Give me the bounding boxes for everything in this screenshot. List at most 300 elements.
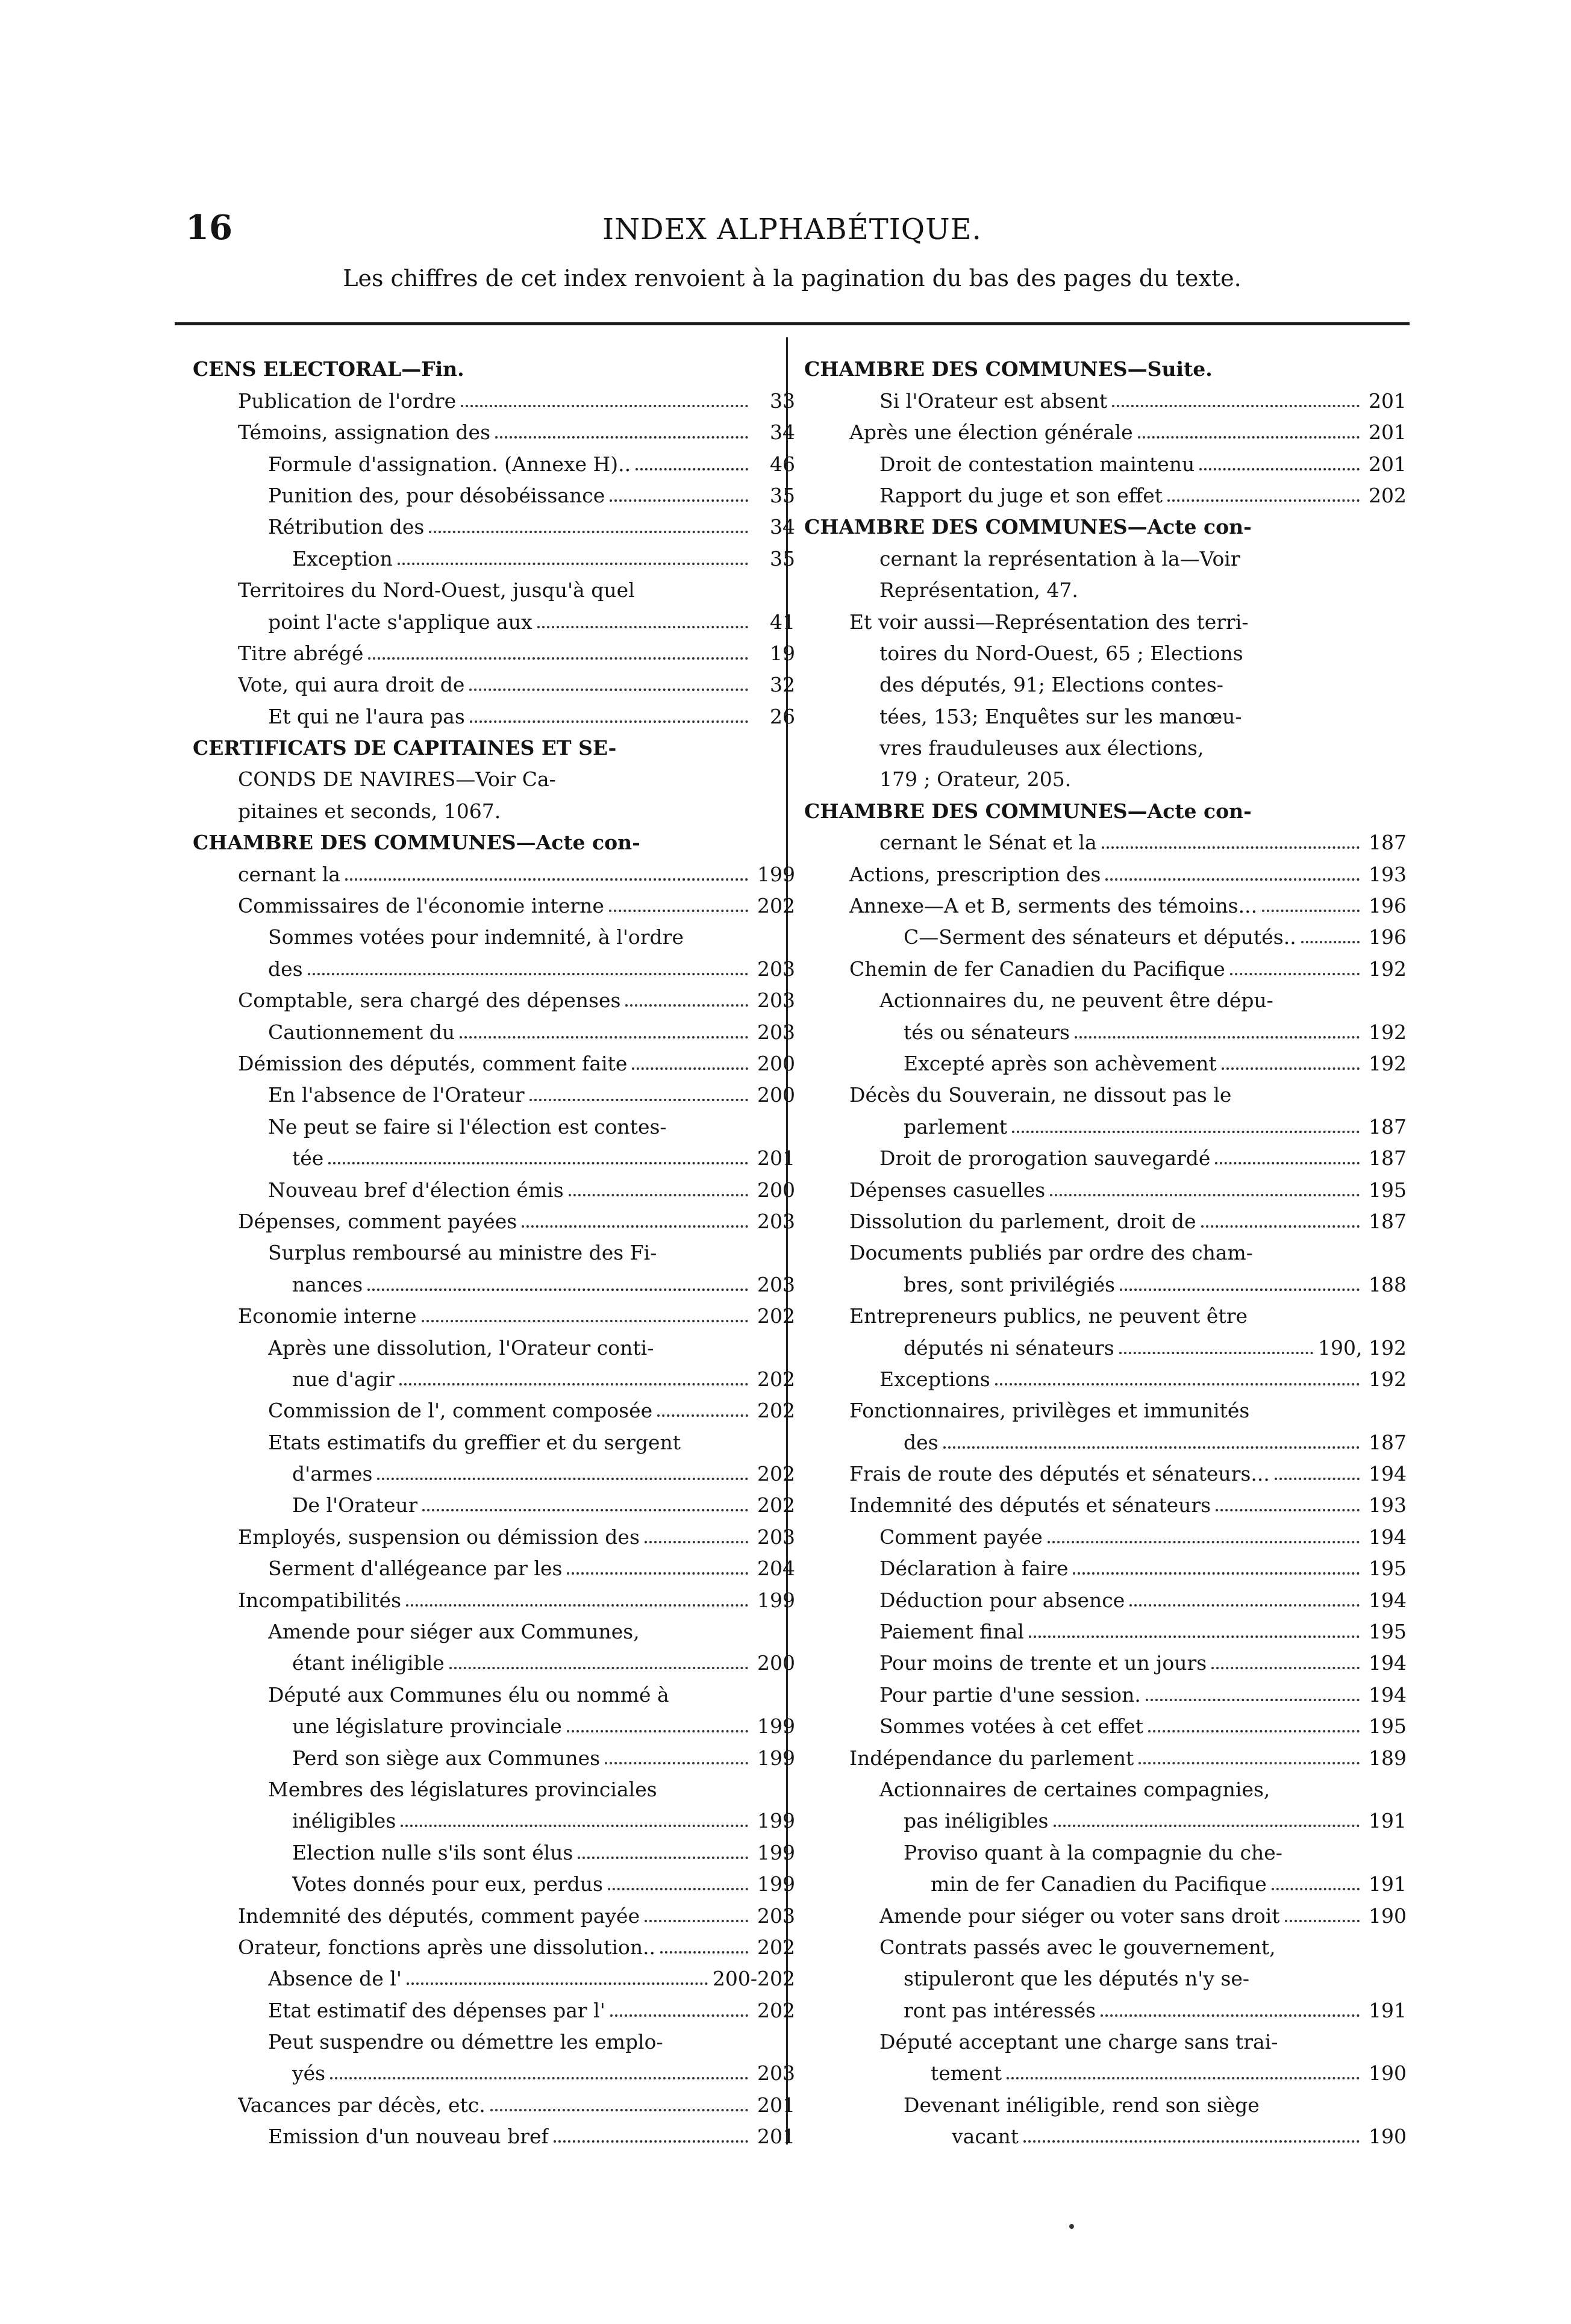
index-entry-text: Entrepreneurs publics, ne peuvent être bbox=[849, 1304, 1248, 1328]
dot-leader bbox=[367, 1289, 748, 1291]
index-entry bbox=[193, 1928, 795, 1959]
page-header bbox=[175, 208, 1410, 256]
index-entry-text: Député aux Communes élu ou nommé à bbox=[268, 1682, 669, 1707]
index-entry bbox=[193, 1580, 795, 1611]
index-entry-text: Pour moins de trente et un jours bbox=[879, 1651, 1207, 1675]
dot-leader bbox=[1101, 2014, 1360, 2017]
index-entry bbox=[193, 1296, 795, 1328]
index-entry-page: 46 bbox=[770, 452, 795, 476]
index-entry bbox=[804, 1896, 1407, 1927]
index-entry-text: Punition des, pour désobéissance bbox=[268, 483, 605, 507]
index-entry-page: 203 bbox=[757, 1904, 795, 1928]
dot-leader bbox=[399, 1383, 748, 1385]
index-entry bbox=[804, 1549, 1407, 1580]
index-entry-text: Nouveau bref d'élection émis bbox=[268, 1178, 564, 1202]
index-entry-text: inéligibles bbox=[292, 1809, 396, 1833]
index-entry-page: 202 bbox=[757, 1367, 795, 1391]
dot-leader bbox=[554, 2140, 748, 2143]
right-index-column bbox=[804, 349, 1407, 2148]
index-entry-page: 201 bbox=[757, 2125, 795, 2149]
index-entry-text: Election nulle s'ils sont élus bbox=[292, 1840, 573, 1864]
index-entry bbox=[804, 854, 1407, 886]
index-entry-text: CHAMBRE DES COMMUNES—Suite. bbox=[804, 357, 1213, 381]
index-entry-text: Vote, qui aura droit de bbox=[238, 673, 465, 697]
index-entry bbox=[804, 634, 1407, 665]
index-entry bbox=[804, 665, 1407, 696]
index-entry bbox=[804, 760, 1407, 791]
index-entry-page: 201 bbox=[1369, 420, 1407, 445]
dot-leader bbox=[377, 1478, 748, 1480]
index-entry-page: 190 bbox=[1369, 1904, 1407, 1928]
index-entry bbox=[804, 602, 1407, 633]
index-entry-text: Peut suspendre ou démettre les emplo- bbox=[268, 2030, 663, 2054]
index-entry-page: 201 bbox=[1369, 452, 1407, 476]
dot-leader bbox=[1048, 1541, 1360, 1543]
index-entry bbox=[804, 1832, 1407, 1864]
dot-leader bbox=[1138, 436, 1360, 439]
dot-leader bbox=[460, 1036, 748, 1039]
index-entry bbox=[193, 1801, 795, 1832]
index-entry-page: 202 bbox=[757, 1304, 795, 1328]
index-entry-text: Après une dissolution, l'Orateur conti- bbox=[268, 1335, 654, 1360]
dot-leader bbox=[490, 2109, 748, 2111]
index-entry-text: Indépendance du parlement bbox=[849, 1746, 1134, 1770]
index-entry bbox=[193, 2022, 795, 2054]
index-entry-page: 203 bbox=[757, 1209, 795, 1233]
index-entry-page: 199 bbox=[757, 1840, 795, 1864]
index-entry-text: Perd son siège aux Communes bbox=[292, 1746, 601, 1770]
stray-dot-mark bbox=[1069, 2224, 1074, 2229]
dot-leader bbox=[609, 910, 748, 912]
index-entry-page: 196 bbox=[1369, 925, 1407, 949]
index-entry-text: stipuleront que les députés n'y se- bbox=[904, 1967, 1250, 1991]
dot-leader bbox=[625, 1004, 748, 1007]
index-entry bbox=[804, 1296, 1407, 1328]
header-rule bbox=[175, 322, 1410, 325]
index-entry-text: Témoins, assignation des bbox=[238, 420, 491, 445]
index-entry-text: Incompatibilités bbox=[238, 1588, 402, 1612]
index-entry-text: Annexe—A et B, serments des témoins... bbox=[849, 894, 1258, 918]
index-entry-page: 192 bbox=[1369, 1367, 1407, 1391]
index-entry-page: 203 bbox=[757, 1525, 795, 1549]
index-entry bbox=[804, 1328, 1407, 1359]
index-entry-text: cernant le Sénat et la bbox=[879, 831, 1097, 855]
index-entry bbox=[804, 2085, 1407, 2116]
index-entry-page: 35 bbox=[770, 546, 795, 570]
index-entry-page: 199 bbox=[757, 1714, 795, 1738]
index-entry-text: Sommes votées à cet effet bbox=[879, 1714, 1143, 1738]
dot-leader bbox=[1272, 1888, 1360, 1890]
dot-leader bbox=[522, 1225, 748, 1228]
dot-leader bbox=[422, 1320, 748, 1322]
index-entry bbox=[193, 760, 795, 791]
dot-leader bbox=[398, 563, 748, 565]
index-entry bbox=[193, 1170, 795, 1201]
dot-leader bbox=[1073, 1572, 1360, 1575]
index-entry-page: 191 bbox=[1369, 1872, 1407, 1896]
index-entry bbox=[193, 1896, 795, 1927]
dot-leader bbox=[608, 1888, 748, 1890]
dot-leader bbox=[1167, 499, 1360, 502]
index-entry-page: 203 bbox=[757, 2061, 795, 2085]
index-entry bbox=[804, 1422, 1407, 1454]
index-entry-page: 195 bbox=[1369, 1178, 1407, 1202]
index-entry-text: Proviso quant à la compagnie du che- bbox=[904, 1840, 1282, 1864]
index-entry-page: 203 bbox=[757, 989, 795, 1013]
dot-leader bbox=[636, 468, 748, 470]
index-entry bbox=[804, 1801, 1407, 1832]
dot-leader bbox=[1023, 2140, 1360, 2143]
index-entry-page: 201 bbox=[757, 2093, 795, 2117]
index-entry-text: parlement bbox=[904, 1114, 1007, 1139]
index-entry-page: 200 bbox=[757, 1651, 795, 1675]
index-entry-page: 196 bbox=[1369, 894, 1407, 918]
index-entry-text: Cautionnement du bbox=[268, 1020, 455, 1044]
index-entry-text: 179 ; Orateur, 205. bbox=[879, 767, 1072, 792]
index-entry bbox=[804, 444, 1407, 475]
index-entry bbox=[804, 570, 1407, 602]
index-entry bbox=[804, 949, 1407, 980]
index-entry-page: 35 bbox=[770, 483, 795, 507]
index-entry-text: point l'acte s'applique aux bbox=[268, 610, 533, 634]
dot-leader bbox=[567, 1730, 748, 1732]
index-entry-text: Etat estimatif des dépenses par l' bbox=[268, 1998, 605, 2022]
index-entry-page: 199 bbox=[757, 1746, 795, 1770]
index-entry-page: 203 bbox=[757, 1020, 795, 1044]
dot-leader bbox=[368, 657, 748, 660]
index-entry-text: CHAMBRE DES COMMUNES—Acte con- bbox=[804, 799, 1252, 823]
index-entry-text: Ne peut se faire si l'élection est contes- bbox=[268, 1114, 667, 1139]
index-entry bbox=[193, 1360, 795, 1391]
index-entry-page: 201 bbox=[757, 1146, 795, 1170]
index-entry bbox=[193, 1832, 795, 1864]
index-entry bbox=[193, 1517, 795, 1548]
dot-leader bbox=[610, 499, 748, 502]
index-entry bbox=[804, 1107, 1407, 1138]
index-entry bbox=[193, 1549, 795, 1580]
index-entry bbox=[804, 476, 1407, 507]
dot-leader bbox=[1148, 1730, 1360, 1732]
index-entry bbox=[193, 539, 795, 570]
dot-leader bbox=[610, 2014, 748, 2017]
index-entry bbox=[193, 981, 795, 1012]
dot-leader bbox=[1216, 1509, 1360, 1511]
index-entry-page: 200 bbox=[757, 1051, 795, 1075]
index-entry-text: vres frauduleuses aux élections, bbox=[879, 736, 1204, 760]
index-entry bbox=[193, 823, 795, 854]
index-entry bbox=[193, 2085, 795, 2116]
dot-leader bbox=[1105, 878, 1360, 881]
index-entry bbox=[804, 1770, 1407, 1801]
index-entry-page: 200-202 bbox=[712, 1967, 795, 1991]
index-entry bbox=[804, 1643, 1407, 1675]
index-entry-page: 199 bbox=[757, 862, 795, 886]
index-entry-page: 202 bbox=[757, 1935, 795, 1959]
index-entry-text: Serment d'allégeance par les bbox=[268, 1557, 563, 1581]
dot-leader bbox=[1201, 1225, 1360, 1228]
dot-leader bbox=[1199, 468, 1360, 470]
index-entry bbox=[193, 2054, 795, 2085]
index-entry-page: 187 bbox=[1369, 1209, 1407, 1233]
index-entry bbox=[804, 1485, 1407, 1517]
index-entry-text: Décès du Souverain, ne dissout pas le bbox=[849, 1083, 1232, 1107]
index-entry bbox=[193, 1454, 795, 1485]
index-entry-page: 187 bbox=[1369, 1114, 1407, 1139]
index-entry-text: Territoires du Nord-Ouest, jusqu'à quel bbox=[238, 578, 635, 602]
index-entry bbox=[193, 1990, 795, 2022]
index-entry-text: des bbox=[268, 957, 303, 981]
index-entry bbox=[193, 1139, 795, 1170]
index-entry-page: 194 bbox=[1369, 1525, 1407, 1549]
index-entry bbox=[193, 917, 795, 949]
dot-leader bbox=[1075, 1036, 1360, 1039]
index-entry-text: Absence de l' bbox=[268, 1967, 402, 1991]
index-entry-text: C—Serment des sénateurs et députés.. bbox=[904, 925, 1296, 949]
index-entry-text: tée bbox=[292, 1146, 324, 1170]
index-entry-text: Actionnaires du, ne peuvent être dépu- bbox=[879, 989, 1273, 1013]
index-entry-text: pitaines et seconds, 1067. bbox=[238, 799, 501, 823]
dot-leader bbox=[470, 720, 748, 723]
index-entry bbox=[193, 1264, 795, 1296]
index-entry-text: Dissolution du parlement, droit de bbox=[849, 1209, 1196, 1233]
index-entry-text: Dépenses casuelles bbox=[849, 1178, 1046, 1202]
index-entry-page: 194 bbox=[1369, 1588, 1407, 1612]
index-entry-text: vacant bbox=[952, 2125, 1019, 2149]
dot-leader bbox=[657, 1414, 748, 1417]
index-entry bbox=[193, 444, 795, 475]
index-entry-text: Démission des députés, comment faite bbox=[238, 1051, 628, 1075]
index-entry bbox=[193, 1485, 795, 1517]
index-entry-text: Si l'Orateur est absent bbox=[879, 389, 1108, 413]
index-entry-text: Déclaration à faire bbox=[879, 1557, 1069, 1581]
index-entry bbox=[193, 413, 795, 444]
dot-leader bbox=[328, 1162, 748, 1164]
index-entry-page: 192 bbox=[1369, 1020, 1407, 1044]
index-entry-text: tées, 153; Enquêtes sur les manœu- bbox=[879, 704, 1242, 728]
index-entry bbox=[804, 1580, 1407, 1611]
index-entry bbox=[804, 791, 1407, 822]
index-entry-page: 202 bbox=[1369, 483, 1407, 507]
index-entry-text: Orateur, fonctions après une dissolution.. bbox=[238, 1935, 656, 1959]
index-entry bbox=[804, 1044, 1407, 1075]
index-entry bbox=[193, 507, 795, 539]
index-entry-page: 41 bbox=[770, 610, 795, 634]
index-entry-text: Dépenses, comment payées bbox=[238, 1209, 517, 1233]
index-entry bbox=[804, 1391, 1407, 1422]
index-entry-text: Publication de l'ordre bbox=[238, 389, 457, 413]
index-entry bbox=[804, 728, 1407, 760]
dot-leader bbox=[1102, 846, 1360, 849]
index-entry bbox=[193, 1612, 795, 1643]
index-entry-page: 193 bbox=[1369, 1493, 1407, 1517]
index-entry bbox=[193, 949, 795, 980]
index-entry bbox=[804, 917, 1407, 949]
index-entry bbox=[804, 1233, 1407, 1264]
dot-leader bbox=[1007, 2077, 1360, 2079]
index-entry-text: En l'absence de l'Orateur bbox=[268, 1083, 525, 1107]
index-entry-text: De l'Orateur bbox=[292, 1493, 418, 1517]
index-entry bbox=[193, 696, 795, 728]
index-entry-page: 200 bbox=[757, 1083, 795, 1107]
index-entry-text: Economie interne bbox=[238, 1304, 417, 1328]
index-entry-page: 26 bbox=[770, 704, 795, 728]
index-entry-page: 201 bbox=[1369, 389, 1407, 413]
index-entry-text: d'armes bbox=[292, 1462, 373, 1486]
dot-leader bbox=[1120, 1289, 1360, 1291]
index-entry bbox=[193, 570, 795, 602]
index-entry bbox=[193, 1107, 795, 1138]
index-entry-text: tés ou sénateurs bbox=[904, 1020, 1070, 1044]
dot-leader bbox=[495, 436, 748, 439]
index-entry-text: Vacances par décès, etc. bbox=[238, 2093, 486, 2117]
index-entry-text: pas inéligibles bbox=[904, 1809, 1049, 1833]
dot-leader bbox=[995, 1383, 1360, 1385]
dot-leader bbox=[461, 405, 748, 407]
index-entry bbox=[193, 1643, 795, 1675]
index-entry-page: 199 bbox=[757, 1809, 795, 1833]
index-entry-text: Indemnité des députés, comment payée bbox=[238, 1904, 640, 1928]
index-entry-page: 187 bbox=[1369, 831, 1407, 855]
dot-leader bbox=[1222, 1067, 1360, 1070]
index-entry bbox=[804, 981, 1407, 1012]
index-entry-text: nances bbox=[292, 1272, 363, 1296]
index-entry bbox=[193, 602, 795, 633]
index-entry bbox=[804, 1170, 1407, 1201]
dot-leader bbox=[569, 1194, 748, 1196]
dot-leader bbox=[645, 1920, 748, 1922]
dot-leader bbox=[345, 878, 748, 881]
dot-leader bbox=[422, 1509, 748, 1511]
index-entry-text: Votes donnés pour eux, perdus bbox=[292, 1872, 603, 1896]
dot-leader bbox=[401, 1825, 748, 1827]
index-entry bbox=[193, 349, 795, 381]
index-entry-text: Actions, prescription des bbox=[849, 862, 1101, 886]
index-entry bbox=[193, 1044, 795, 1075]
index-entry-page: 195 bbox=[1369, 1714, 1407, 1738]
index-entry-text: Sommes votées pour indemnité, à l'ordre bbox=[268, 925, 684, 949]
index-entry bbox=[193, 1391, 795, 1422]
index-entry-page: 195 bbox=[1369, 1557, 1407, 1581]
dot-leader bbox=[1054, 1825, 1360, 1827]
index-entry-page: 190 bbox=[1369, 2061, 1407, 2085]
dot-leader bbox=[330, 2077, 748, 2079]
index-entry bbox=[804, 823, 1407, 854]
index-entry-page: 187 bbox=[1369, 1146, 1407, 1170]
index-entry-text: CERTIFICATS DE CAPITAINES ET SE- bbox=[193, 736, 617, 760]
index-entry-text: Déduction pour absence bbox=[879, 1588, 1125, 1612]
index-entry-text: Etats estimatifs du greffier et du sergent bbox=[268, 1430, 681, 1454]
dot-leader bbox=[1301, 941, 1360, 943]
index-entry-text: yés bbox=[292, 2061, 326, 2085]
index-entry-text: des députés, 91; Elections contes- bbox=[879, 673, 1223, 697]
index-entry bbox=[193, 1202, 795, 1233]
index-entry-text: Formule d'assignation. (Annexe H).. bbox=[268, 452, 631, 476]
index-entry bbox=[193, 854, 795, 886]
index-entry-text: Comment payée bbox=[879, 1525, 1043, 1549]
index-entry bbox=[804, 1675, 1407, 1706]
index-entry-page: 194 bbox=[1369, 1462, 1407, 1486]
index-entry bbox=[804, 1612, 1407, 1643]
index-entry-page: 199 bbox=[757, 1872, 795, 1896]
index-entry-text: Exception bbox=[292, 546, 393, 570]
index-entry-text: bres, sont privilégiés bbox=[904, 1272, 1116, 1296]
index-entry-text: CONDS DE NAVIRES—Voir Ca- bbox=[238, 767, 556, 792]
index-entry bbox=[804, 1990, 1407, 2022]
dot-leader bbox=[660, 1951, 748, 1954]
dot-leader bbox=[1230, 973, 1360, 975]
dot-leader bbox=[1262, 910, 1360, 912]
index-entry bbox=[193, 886, 795, 917]
index-entry bbox=[804, 507, 1407, 539]
index-entry-text: Membres des législatures provinciales bbox=[268, 1777, 657, 1801]
dot-leader bbox=[645, 1541, 748, 1543]
index-entry bbox=[193, 728, 795, 760]
index-entry-page: 188 bbox=[1369, 1272, 1407, 1296]
index-entry-text: Employés, suspension ou démission des bbox=[238, 1525, 640, 1549]
index-entry-text: députés ni sénateurs bbox=[904, 1335, 1114, 1360]
index-entry-page: 187 bbox=[1369, 1430, 1407, 1454]
index-entry bbox=[804, 1864, 1407, 1896]
index-entry bbox=[804, 349, 1407, 381]
dot-leader bbox=[1138, 1762, 1360, 1764]
index-entry bbox=[193, 476, 795, 507]
dot-leader bbox=[1211, 1667, 1360, 1669]
index-entry bbox=[804, 1517, 1407, 1548]
index-entry-text: Documents publiés par ordre des cham- bbox=[849, 1241, 1253, 1265]
index-entry-text: Et qui ne l'aura pas bbox=[268, 704, 465, 728]
index-entry-page: 191 bbox=[1369, 1809, 1407, 1833]
index-entry-text: min de fer Canadien du Pacifique bbox=[931, 1872, 1267, 1896]
index-entry-text: Frais de route des députés et sénateurs... bbox=[849, 1462, 1270, 1486]
index-entry-text: Droit de contestation maintenu bbox=[879, 452, 1195, 476]
index-entry-page: 192 bbox=[1369, 957, 1407, 981]
index-entry-page: 19 bbox=[770, 641, 795, 665]
index-entry-text: Fonctionnaires, privilèges et immunités bbox=[849, 1399, 1250, 1423]
index-entry-text: toires du Nord-Ouest, 65 ; Elections bbox=[879, 641, 1243, 665]
index-entry-page: 190, 192 bbox=[1318, 1335, 1407, 1360]
index-entry-page: 199 bbox=[757, 1588, 795, 1612]
index-entry-text: Député acceptant une charge sans trai- bbox=[879, 2030, 1278, 2054]
index-entry bbox=[193, 1738, 795, 1769]
index-entry-page: 189 bbox=[1369, 1746, 1407, 1770]
index-entry bbox=[193, 1328, 795, 1359]
index-entry bbox=[804, 1139, 1407, 1170]
index-entry-text: Excepté après son achèvement bbox=[904, 1051, 1217, 1075]
dot-leader bbox=[1146, 1699, 1360, 1701]
index-entry-text: Après une élection générale bbox=[849, 420, 1133, 445]
index-entry-page: 32 bbox=[770, 673, 795, 697]
index-entry bbox=[193, 1770, 795, 1801]
index-entry bbox=[193, 1012, 795, 1043]
index-entry bbox=[193, 2117, 795, 2148]
index-entry-text: cernant la représentation à la—Voir bbox=[879, 546, 1240, 570]
dot-leader bbox=[1129, 1604, 1360, 1607]
index-entry-text: Rapport du juge et son effet bbox=[879, 483, 1163, 507]
dot-leader bbox=[605, 1762, 748, 1764]
index-entry-page: 34 bbox=[770, 515, 795, 539]
index-entry-page: 200 bbox=[757, 1178, 795, 1202]
index-entry-text: Et voir aussi—Représentation des terri- bbox=[849, 610, 1249, 634]
index-entry-page: 33 bbox=[770, 389, 795, 413]
index-entry-text: Indemnité des députés et sénateurs bbox=[849, 1493, 1211, 1517]
index-entry bbox=[804, 381, 1407, 412]
page-number: 16 bbox=[186, 208, 233, 248]
dot-leader bbox=[632, 1067, 748, 1070]
dot-leader bbox=[308, 973, 748, 975]
index-entry bbox=[193, 1422, 795, 1454]
dot-leader bbox=[1029, 1635, 1360, 1638]
index-entry bbox=[804, 1707, 1407, 1738]
